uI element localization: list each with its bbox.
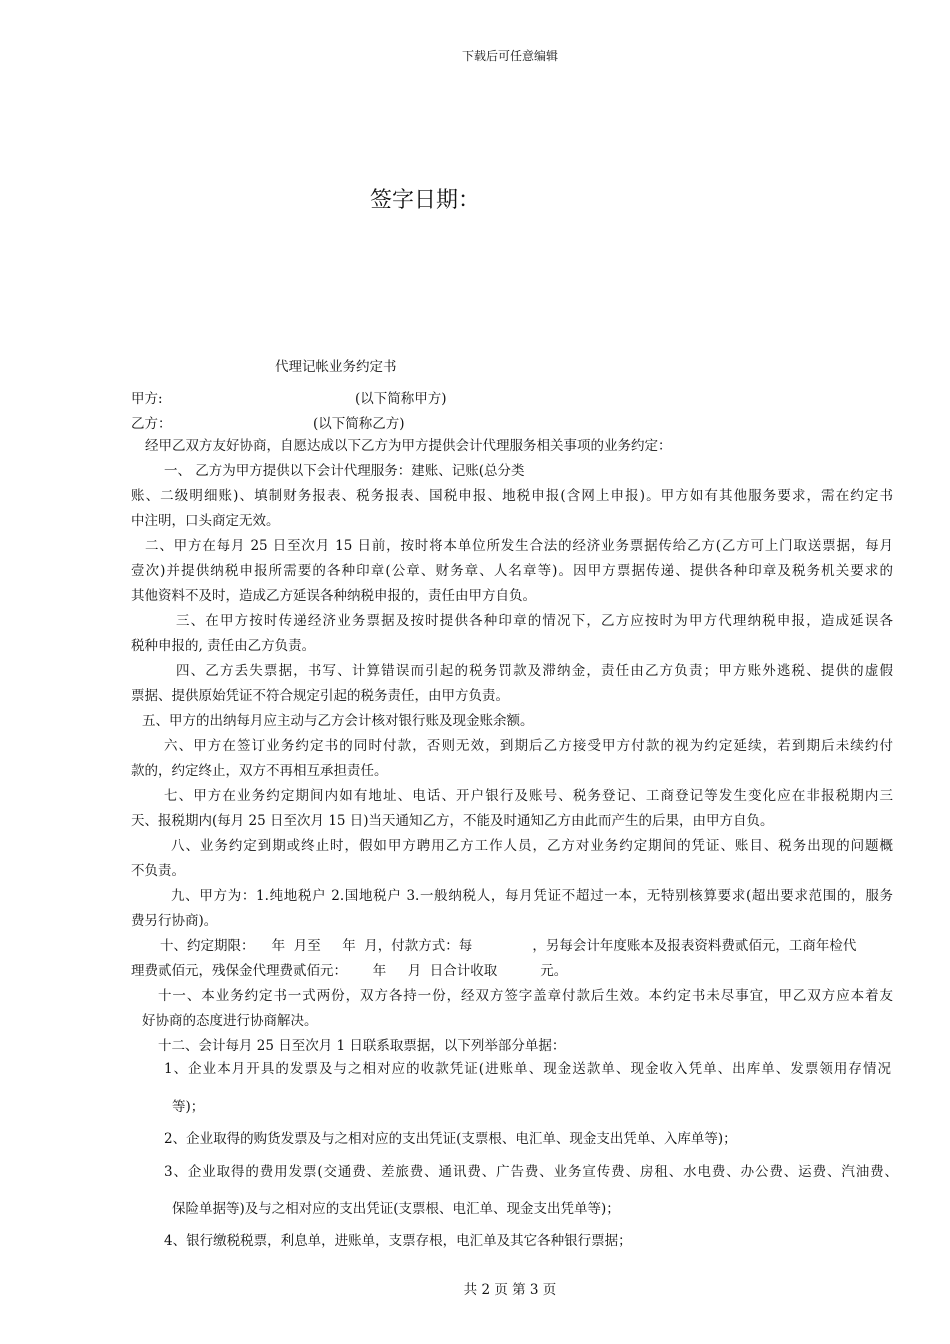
header-note: 下载后可任意编辑 — [461, 49, 558, 63]
clause-5-line-1: 五、甲方的出纳每月应主动与乙方会计核对银行账及现金账余额。 — [142, 713, 534, 729]
party-b-label: 乙方： — [131, 416, 172, 432]
clause-3-line-1: 三、在甲方按时传递经济业务票据及按时提供各种印章的情况下，乙方应按时为甲方代理纳税申报，造成延误各 — [176, 613, 893, 629]
clause-10-line-2: 理费贰佰元，残保金代理费贰佰元： 年 月 日合计收取 元。 — [131, 963, 568, 979]
clause-3-line-2: 税种申报的, 责任由乙方负责。 — [131, 638, 316, 654]
clause-2-line-3: 其他资料不及时，造成乙方延误各种纳税申报的，责任由甲方自负。 — [131, 588, 536, 604]
intro-paragraph: 经甲乙双方友好协商，自愿达成以下乙方为甲方提供会计代理服务相关事项的业务约定： — [145, 438, 672, 454]
clause-9-line-1: 九、甲方为：1.纯地税户 2.国地税户 3.一般纳税人，每月凭证不超过一本，无特别核算要求(超出要求范围的，服务 — [171, 888, 893, 904]
item-2-line-1: 2、企业取得的购货发票及与之相对应的支出凭证(支票根、电汇单、现金支出凭单、入库单等)； — [164, 1131, 737, 1147]
signature-date-label: 签字日期： — [370, 188, 481, 213]
clause-6-line-1: 六、甲方在签订业务约定书的同时付款，否则无效，到期后乙方接受甲方付款的视为约定延续，若到期后未续约付 — [164, 738, 893, 754]
item-1-line-1: 1、企业本月开具的发票及与之相对应的收款凭证(进账单、现金送款单、现金收入凭单、出库单、发票领用存情况 — [164, 1061, 891, 1077]
item-3-line-1: 3、企业取得的费用发票(交通费、差旅费、通讯费、广告费、业务宣传费、房租、水电费、办公费、运费、汽油费、 — [164, 1164, 898, 1180]
document-title: 代理记帐业务约定书 — [275, 359, 397, 375]
item-1-line-2: 等)； — [172, 1099, 205, 1115]
clause-10-line-1: 十、约定期限： 年 月至 年 月，付款方式：每 ，另每会计年度账本及报表资料费贰佰元，工商年检代 — [160, 938, 857, 954]
party-b-suffix: (以下简称乙方) — [313, 416, 405, 432]
clause-1-line-2: 账、二级明细账)、填制财务报表、税务报表、国税申报、地税申报(含网上申报)。甲方如有其他服务要求，需在约定书 — [131, 488, 893, 504]
clause-6-line-2: 款的，约定终止，双方不再相互承担责任。 — [131, 763, 388, 779]
clause-2-line-1: 二、甲方在每月 25 日至次月 15 日前，按时将本单位所发生合法的经济业务票据传给乙方(乙方可上门取送票据，每月 — [145, 538, 893, 554]
party-a-label: 甲方: — [131, 391, 163, 407]
item-3-line-2: 保险单据等)及与之相对应的支出凭证(支票根、电汇单、现金支出凭单等)； — [172, 1201, 620, 1217]
clause-9-line-2: 费另行协商)。 — [131, 913, 218, 929]
page-footer: 共 2 页 第 3 页 — [463, 1282, 557, 1298]
clause-7-line-2: 天、报税期内(每月 25 日至次月 15 日)当天通知乙方，不能及时通知乙方由此而产生的后果，由甲方自负。 — [131, 813, 774, 829]
clause-11-line-1: 十一、本业务约定书一式两份，双方各持一份，经双方签字盖章付款后生效。本约定书未尽事宜，甲乙双方应本着友 — [158, 988, 893, 1004]
clause-4-line-2: 票据、提供原始凭证不符合规定引起的税务责任，由甲方负责。 — [131, 688, 509, 704]
clause-7-line-1: 七、甲方在业务约定期间内如有地址、电话、开户银行及账号、税务登记、工商登记等发生变化应在非报税期内三 — [164, 788, 893, 804]
clause-1-line-3: 中注明，口头商定无效。 — [131, 513, 280, 529]
item-4-line-1: 4、银行缴税税票，利息单，进账单，支票存根，电汇单及其它各种银行票据； — [164, 1233, 632, 1249]
clause-11-line-2: 好协商的态度进行协商解决。 — [142, 1013, 318, 1029]
clause-2-line-2: 壹次)并提供纳税申报所需要的各种印章(公章、财务章、人名章等)。因甲方票据传递、提供各种印章及税务机关要求的 — [131, 563, 893, 579]
clause-4-line-1: 四、乙方丢失票据，书写、计算错误而引起的税务罚款及滞纳金，责任由乙方负责；甲方账外逃税、提供的虚假 — [176, 663, 893, 679]
party-a-suffix: (以下简称甲方) — [355, 391, 447, 407]
clause-1-line-1: 一、 乙方为甲方提供以下会计代理服务：建账、记账(总分类 — [164, 463, 525, 479]
clause-8-line-1: 八、业务约定到期或终止时，假如甲方聘用乙方工作人员，乙方对业务约定期间的凭证、账目、税务出现的问题概 — [171, 838, 893, 854]
clause-8-line-2: 不负责。 — [131, 863, 185, 879]
clause-12-line-1: 十二、会计每月 25 日至次月 1 日联系取票据，以下列举部分单据： — [158, 1038, 566, 1054]
